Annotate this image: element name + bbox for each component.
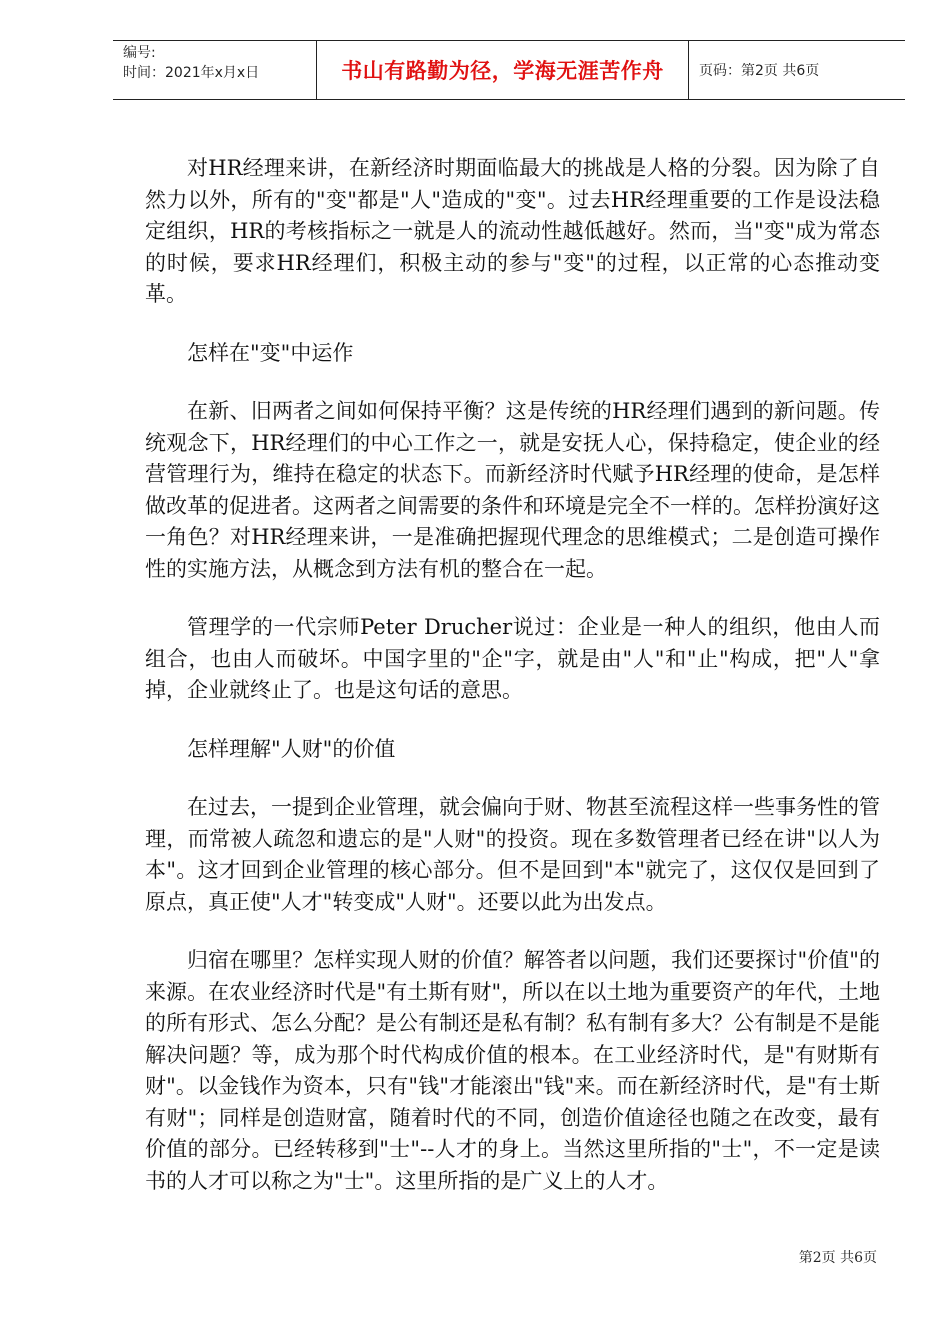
paragraph: 在新、旧两者之间如何保持平衡？这是传统的HR经理们遇到的新问题。传统观念下，HR经理们的中心工作之一，就是安抚人心，保持稳定，使企业的经营管理行为，维持在稳定的状态下。而新经济时代赋予HR经理的使命，是怎样做改革的促进者。这两者之间需要的条件和环境是完全不一样的。怎样扮演好这一角色？对HR经理来讲，一是准确把握现代理念的思维模式；二是创造可操作性的实施方法，从概念到方法有机的整合在一起。 [145, 399, 880, 581]
header-page-number: 页码：第2页 共6页 [699, 63, 820, 79]
document-body [145, 153, 880, 1224]
paragraph: 对HR经理来讲，在新经济时期面临最大的挑战是人格的分裂。因为除了自然力以外，所有的"变"都是"人"造成的"变"。过去HR经理重要的工作是设法稳定组织，HR的考核指标之一就是人的流动性越低越好。然而，当"变"成为常态的时候，要求HR经理们，积极主动的参与"变"的过程，以正常的心态推动变革。 [145, 156, 880, 306]
paragraph: 在过去，一提到企业管理，就会偏向于财、物甚至流程这样一些事务性的管理，而常被人疏忽和遗忘的是"人财"的投资。现在多数管理者已经在讲"以人为本"。这才回到企业管理的核心部分。但不是回到"本"就完了，这仅仅是回到了原点，真正使"人才"转变成"人财"。还要以此为出发点。 [145, 795, 880, 914]
page-footer: 第2页 共6页 [798, 1250, 877, 1266]
serial-label: 编号: [123, 45, 156, 61]
section-heading: 怎样理解"人财"的价值 [187, 736, 396, 761]
page-header [113, 40, 905, 100]
paragraph: 归宿在哪里？怎样实现人财的价值？解答者以问题，我们还要探讨"价值"的来源。在农业经济时代是"有土斯有财"，所以在以土地为重要资产的年代，土地的所有形式、怎么分配？是公有制还是私有制？私有制有多大？公有制是不是能解决问题？等，成为那个时代构成价值的根本。在工业经济时代，是"有财斯有财"。以金钱作为资本，只有"钱"才能滚出"钱"来。而在新经济时代，是"有士斯有财"；同样是创造财富，随着时代的不同，创造价值途径也随之在改变，最有价值的部分。已经转移到"士"--人才的身上。当然这里所指的"士"，不一定是读书的人才可以称之为"士"。这里所指的是广义上的人才。 [145, 948, 880, 1193]
header-meta [113, 41, 316, 99]
section-heading: 怎样在"变"中运作 [187, 340, 354, 365]
header-motto: 书山有路勤为径，学海无涯苦作舟 [316, 41, 689, 99]
paragraph: 管理学的一代宗师Peter Drucher说过：企业是一种人的组织，他由人而组合，也由人而破坏。中国字里的"企"字，就是由"人"和"止"构成，把"人"拿掉，企业就终止了。也是这句话的意思。 [145, 615, 880, 702]
time-label: 时间：2021年x月x日 [123, 65, 260, 81]
